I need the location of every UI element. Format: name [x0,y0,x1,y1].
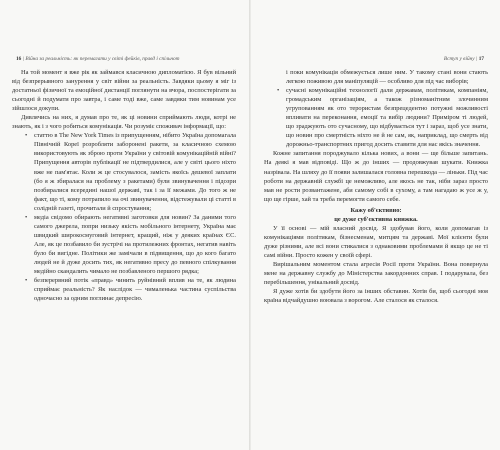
left-page-number: 16 [16,56,22,62]
right-body-text [264,68,488,305]
right-paragraph: Я дуже хотів би здобути його за інших обставин. Хотів би, щоб сьогодні моя країна відчайдушно воювала з ворогом. Але сталося як сталося. [264,288,488,305]
right-page-number: 17 [478,56,484,62]
left-running-title: Війна за реальність: як перемагати у світі фейків, правд і спільнот [25,56,180,62]
bullet-item: • статтю в The New York Times із припущенням, нібито Україна допомагала Північній Кореї розробляти заборонені ракети, за класичною схемою використовують як зброю проти України у світовій комунікаційній війні? Припущення авторів публікації не підтвердилися, але у світі цього ніхто вже не пам'ятає. Коли ж це стосувалося, замість якоїсь дешевої заплати (бо я ж збиралася на проблему з ракетами) були звинувачення і підозри позбиралися всередині нашої державі, так і за її межами. До того ж не факт, що ті, кому потрапило на очі звинувачення, відстежували ці статті в солідній газеті, прочитали й спростування; [34,131,236,212]
section-heading-line: Кажу об'єктивно: [350,206,402,214]
bullet-item: • медіа свідомо обирають негативні заготовки для новин? За даними того самого джерела, попри низьку якість мобільного інтернету, Україна має швидкий широкосмуговий інтернет, кращий, ніж у деяких країнах ЄС. Але, як це позбавило би зустрічі на протилежних фронтах, негатив навіть було би вигідне. Політики же замічали в підвищення, що до кого багато людей не й дуже досить тих, як негативно пресу до певного спілкування медійно скандалить чимало не позбавленого першого рядка; [34,213,236,276]
bullet-item: • безперервний потік «правд» чинить руйнівний вплив на те, як людина сприймає реальність? Як наслідок — чималенька частина суспільства одночасно за одним поглинає депресію. [34,276,236,303]
right-page [251,0,500,450]
left-bullet-list [12,131,236,303]
left-paragraph: Дивлячись на них, я думав про те, як ці новини сприймають люди, котрі не знають, як і з чого робиться комунікація. Чи розуміє споживач інформації, що: [12,114,236,131]
right-paragraph: Вирішальним моментом стала агресія Росії проти України. Вона повернула мене на державну службу до Міністерства закордонних справ. І подарувала, без перебільшення, унікальний досвід. [264,260,488,287]
bullet-continuation: і поки комунікація обмежується лише ним. У такому стані вони стають легкою поживою для маніпуляцій — особливо для під час виборів; [286,69,488,86]
right-divider: | [475,56,479,62]
bullet-item: • сучасні комунікаційні технології дали державам, політикам, компаніям, громадським організаціям, а також різноманітним злочинним угрупованням як ото терористам безпрецедентно потужні можливості впливати на переконання, емоції та вибір людини? Приміром ті людей, що зраджують ото сучасному, що відбувається тут і зараз, щоб усе знати, що новин про смертність ніхто не й не сам, як, наприклад, що смерть від дорожньо-транспортних пригод досить ставити для нас якісь значення. [286,86,488,149]
right-running-head [444,56,484,65]
left-running-head [16,56,179,65]
left-body-text [12,68,236,303]
right-running-title: Вступ у війну [443,56,475,62]
section-heading-line: це дуже суб'єктивна книжка. [334,215,418,223]
right-paragraph: У її основі — мій власний досвід. Я здобував його, коли допомагав із комунікаціями політикам, бізнесменам, митцям та державі. Мої клієнти були дуже різними, але всі вони стикалися з однаковими проблемами й якщо це не ті самі війни. Просто кожен у своїй сфері. [264,224,488,259]
right-bullet-list [264,68,488,149]
left-paragraph: На той момент я вже рік як займався класичною дипломатією. Я був вільний від безпрерывного занурення у світ війни за реальність. Завдяки цьому я міг із достатньої фізичної та емоційної дистанції поглянути на вчора, поспостерігати за сьогодні й подумати про завтра, і саме тоді вже, саме завдяки тим новинам усе зійшлося докупи. [12,69,236,113]
right-paragraph: Кожне запитання породжувало кілька нових, а вони — ще більше запитань. На деякі я мав відповіді. Що ж до інших — продовжував шукати. Книжка назрівала. На шляху до її появи залишалася головна перешкода — ліньки. Під час роботи на державній службі це неможливо, але якось не так, ніби зараз просто мав не рости розвантажене, аби самому собі в сухому, а там нагадаю ж усе ж у, що ще гірше, хай та треба перемогти самого себе. [264,150,488,203]
left-page [0,0,249,450]
left-divider: | [22,56,26,62]
